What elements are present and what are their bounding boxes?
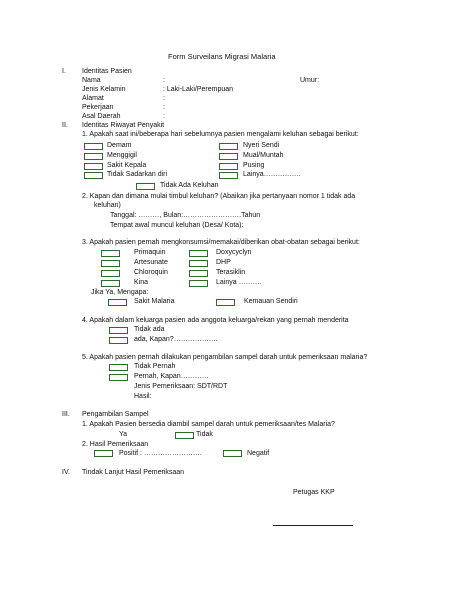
checkbox-ya[interactable] [175,432,194,439]
field-colon: : [163,113,165,120]
field-colon: : [163,104,165,111]
option-label: Positif : ……………………. [119,450,202,457]
option-label: Tidak Sadarkan diri [107,171,168,178]
checkbox-lainya[interactable] [219,172,238,179]
field-label-pekerjaan: Pekerjaan [82,104,114,111]
section-heading: Tindak Lanjut Hasil Pemeriksaan [82,469,185,476]
section-number: III. [62,411,70,418]
option-label: Sakit Kepala [107,162,147,169]
option-label: Nyeri Sendi [243,142,280,149]
option-label: Menggigil [107,152,137,159]
option-label: Ya [119,431,128,438]
option-label: Kina [134,279,149,286]
option-label: Doxycyclyn [216,249,252,256]
question-4: 4. Apakah dalam keluarga pasien ada anggota keluarga/rekan yang pernah menderita [82,317,349,324]
option-label: Demam [107,142,132,149]
option-label: Pusing [243,162,265,169]
field-colon: : [163,95,165,102]
field-label-alamat: Alamat [82,95,104,102]
field-label-nama: Nama [82,77,101,84]
question-3: 3. Apakah pasien pernah mengkonsumsi/memakai/diberikan obat-obatan sebagai berikut: [82,239,360,246]
checkbox-primaquin[interactable] [101,250,120,257]
option-label: Chloroquin [134,269,168,276]
option-label: Lainya……………. [243,171,301,178]
section-heading: Identitas Pasien [82,68,132,75]
option-label: Pernah, Kapan………… [134,373,209,380]
checkbox-tidak-ada[interactable] [109,327,128,334]
option-label: Tidak ada [134,326,165,333]
option-label: Tidak Pernah [134,363,176,370]
question-2-continued: keluhan) [94,202,121,209]
option-label: DHP [216,259,231,266]
option-label: Kemauan Sendiri [244,298,298,305]
checkbox-negatif[interactable] [223,450,242,457]
checkbox-sakit-malaria[interactable] [108,299,127,306]
section-heading: Identitas Riwayat Penyakit [82,122,165,129]
checkbox-dhp[interactable] [189,260,208,267]
checkbox-ada-kapan[interactable] [109,337,128,344]
question-2: 2. Hasil Pemeriksaan [82,441,149,448]
field-colon: : [163,77,165,84]
checkbox-tidak-sadarkan-diri[interactable] [84,172,103,179]
option-label: Negatif [247,450,270,457]
field-label-jenis-kelamin: Jenis Kelamin [82,86,126,93]
section-number: II. [62,122,68,129]
section-heading: Pengambilan Sampel [82,411,149,418]
checkbox-mual-muntah[interactable] [219,153,238,160]
signature-label: Petugas KKP [293,489,335,496]
option-label: Hasil: [134,393,152,400]
checkbox-lainya-obat[interactable] [189,280,208,287]
field-label-asal-daerah: Asal Daerah [82,113,121,120]
checkbox-demam[interactable] [84,143,103,150]
option-label: Jenis Pemeriksaan: SDT/RDT [134,383,228,390]
option-label: Sakit Malaria [134,298,175,305]
checkbox-doxycyclyn[interactable] [189,250,208,257]
checkbox-pernah-kapan[interactable] [109,374,128,381]
checkbox-chloroquin[interactable] [101,270,120,277]
checkbox-positif[interactable] [94,450,113,457]
option-label: Lainya ………. [216,279,262,286]
checkbox-kina[interactable] [101,280,120,287]
checkbox-artesunate[interactable] [101,260,120,267]
checkbox-nyeri-sendi[interactable] [219,143,238,150]
option-label: Terasiklin [216,269,246,276]
option-label: Primaquin [134,249,166,256]
checkbox-tidak-ada-keluhan[interactable] [136,183,155,190]
section-number: IV. [62,469,70,476]
page-title: Form Surveilans Migrasi Malaria [168,52,276,61]
field-value-jenis-kelamin: : Laki-Laki/Perempuan [163,86,234,93]
question-3-followup: Jika Ya, Mengapa: [91,289,149,296]
checkbox-tidak-pernah[interactable] [109,364,128,371]
checkbox-terasiklin[interactable] [189,270,208,277]
option-label: Mual/Muntah [243,152,284,159]
checkbox-pusing[interactable] [219,163,238,170]
option-label: Tidak [196,431,213,438]
checkbox-sakit-kepala[interactable] [84,163,103,170]
field-label-umur: Umur: [300,77,320,84]
question-5: 5. Apakah pasien pernah dilakukan pengambilan sampel darah untuk pemeriksaan malaria? [82,354,368,361]
section-number: I. [62,68,66,75]
option-label: Tidak Ada Keluhan [160,182,219,189]
checkbox-kemauan-sendiri[interactable] [216,299,235,306]
place-field[interactable]: Tempat awal muncul keluhan (Desa/ Kota): [110,222,244,229]
option-label: ada, Kapan?………………. [134,336,218,343]
question-2: 2. Kapan dan dimana mulai timbul keluhan? (Abaikan jika pertanyaan nomor 1 tidak ada [82,193,356,200]
question-1: 1. Apakah Pasien bersedia diambil sampel darah untuk pemeriksaan/tes Malaria? [82,421,335,428]
checkbox-menggigil[interactable] [84,153,103,160]
date-field[interactable]: Tanggal: ………, Bulan:…………………….Tahun [110,212,261,219]
signature-line [273,525,353,526]
option-label: Artesunate [134,259,168,266]
question-1: 1. Apakah saat ini/beberapa hari sebelumnya pasien mengalami keluhan sebagai berikut: [82,131,359,138]
